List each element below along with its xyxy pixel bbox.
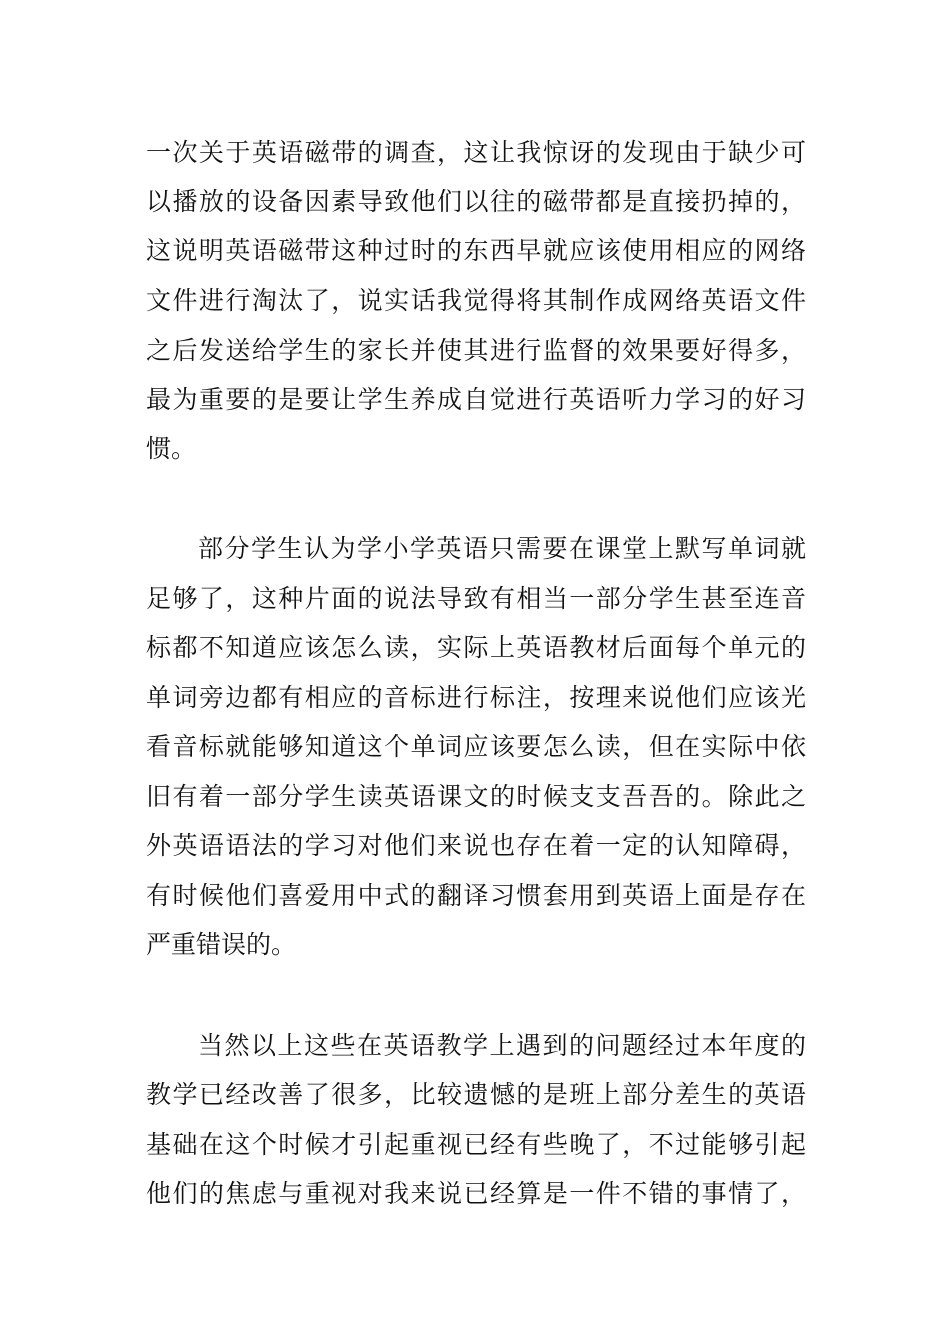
paragraph-line: 看音标就能够知道这个单词应该要怎么读，但在实际中依 xyxy=(146,732,806,761)
paragraph-line: 部分学生认为学小学英语只需要在课堂上默写单词就 xyxy=(198,534,806,563)
paragraph-line: 教学已经改善了很多，比较遗憾的是班上部分差生的英语 xyxy=(146,1080,806,1109)
paragraph-line: 足够了，这种片面的说法导致有相当一部分学生甚至连音 xyxy=(146,584,806,613)
paragraph-line: 外英语语法的学习对他们来说也存在着一定的认知障碍， xyxy=(146,831,806,860)
paragraph-line: 旧有着一部分学生读英语课文的时候支支吾吾的。除此之 xyxy=(146,782,806,811)
paragraph-line: 标都不知道应该怎么读，实际上英语教材后面每个单元的 xyxy=(146,633,806,662)
paragraph-line: 有时候他们喜爱用中式的翻译习惯套用到英语上面是存在 xyxy=(146,881,806,910)
paragraph-line: 基础在这个时候才引起重视已经有些晚了，不过能够引起 xyxy=(146,1130,806,1159)
paragraph-line: 一次关于英语磁带的调查，这让我惊讶的发现由于缺少可 xyxy=(146,138,806,167)
paragraph-line: 文件进行淘汰了，说实话我觉得将其制作成网络英语文件 xyxy=(146,286,806,315)
paragraph-line: 单词旁边都有相应的音标进行标注，按理来说他们应该光 xyxy=(146,683,806,712)
paragraph-line: 以播放的设备因素导致他们以往的磁带都是直接扔掉的， xyxy=(146,187,806,216)
paragraph-line: 惯。 xyxy=(146,434,197,463)
paragraph-line: 当然以上这些在英语教学上遇到的问题经过本年度的 xyxy=(198,1031,806,1060)
paragraph-line: 他们的焦虑与重视对我来说已经算是一件不错的事情了， xyxy=(146,1179,806,1208)
paragraph-line: 之后发送给学生的家长并使其进行监督的效果要好得多， xyxy=(146,336,806,365)
paragraph-line: 最为重要的是要让学生养成自觉进行英语听力学习的好习 xyxy=(146,385,806,414)
paragraph-line: 严重错误的。 xyxy=(146,930,297,959)
paragraph-line: 这说明英语磁带这种过时的东西早就应该使用相应的网络 xyxy=(146,236,806,265)
